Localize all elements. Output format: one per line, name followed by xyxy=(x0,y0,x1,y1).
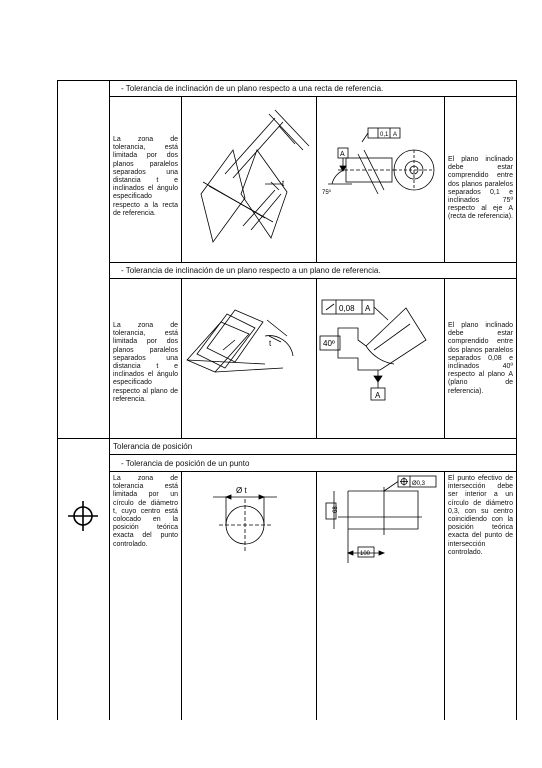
row2-fig2-angle: 40º xyxy=(323,339,335,348)
row1-note: El plano inclinado debe estar comprendido entre dos planos paralelos separados 0,1 e inclinados 75º respecto al eje A (recta de referencia). xyxy=(448,156,513,221)
table-right-border xyxy=(516,80,517,720)
row-divider xyxy=(109,454,517,455)
row2-fig2-frame-ref: A xyxy=(365,304,371,313)
table-top-border xyxy=(57,80,517,81)
table-col4-border xyxy=(444,471,445,720)
row-divider xyxy=(109,96,517,97)
row3-fig2-dim-v: 68 xyxy=(333,506,339,513)
row2-title: - Tolerancia de inclinación de un plano respecto a un plano de referencia. xyxy=(121,266,381,275)
row3-note: El punto efectivo de intersección debe ser interior a un círculo de diámetro 0,3, con su centro coincidiendo con la posición teórica exacta del punto de intersección controlado. xyxy=(448,475,513,556)
section-divider xyxy=(57,438,517,439)
row2-note: El plano inclinado debe estar comprendido entre dos planos paralelos separados 0,08 e inclinados 40º respecto al plano A (plano de referencia). xyxy=(448,322,513,395)
row2-fig2-datum: A xyxy=(375,391,381,400)
table-col1-border xyxy=(109,80,110,720)
row3-figure-zone xyxy=(183,473,314,583)
row2-description: La zona de tolerancia, está limitada por dos planos paralelos separados una distancia t e inclinados el ángulo especificado respecto al plano de referencia. xyxy=(113,322,178,403)
row2-figure-zone xyxy=(183,280,314,436)
row-divider xyxy=(109,262,517,263)
row2-figure-drawing xyxy=(318,280,442,436)
row3-fig1-dia-label: Ø t xyxy=(236,486,247,495)
table-col2-border xyxy=(181,471,182,720)
row1-fig2-frame-tol: 0,1 xyxy=(380,132,389,138)
table-col2-border xyxy=(181,96,182,262)
row-divider xyxy=(109,278,517,279)
position-crosshair-icon xyxy=(67,500,99,532)
row3-fig2-dim-h: 100 xyxy=(360,551,371,557)
row3-fig2-frame-tol: Ø0,3 xyxy=(412,481,426,487)
table-col2-border xyxy=(181,278,182,438)
section-position-title: Tolerancia de posición xyxy=(113,442,193,451)
row-divider xyxy=(109,471,517,472)
row1-description: La zona de tolerancia, está limitada por dos planos paralelos separados una distancia t e inclinados el ángulo especificado respecto a la recta de referencia. xyxy=(113,136,178,217)
row3-description: La zona de tolerancia está limitada por un círculo de diámetro t, cuyo centro está colocado en la posición teórica exacta del punto controlado. xyxy=(113,475,178,548)
row1-fig2-angle: 75º xyxy=(322,190,331,196)
row1-title: - Tolerancia de inclinación de un plano respecto a una recta de referencia. xyxy=(121,84,384,93)
table-col3-border xyxy=(316,278,317,438)
table-col4-border xyxy=(444,278,445,438)
row2-fig2-frame-tol: 0,08 xyxy=(339,304,355,313)
row2-fig1-t-label: t xyxy=(269,339,272,348)
row1-figure-zone xyxy=(183,98,314,260)
table-col4-border xyxy=(444,96,445,262)
row3-figure-drawing xyxy=(318,473,442,583)
table-col3-border xyxy=(316,96,317,262)
table-col3-border xyxy=(316,471,317,720)
row1-fig2-datum: A xyxy=(340,151,345,158)
table-left-border xyxy=(57,80,58,720)
row1-figure-drawing xyxy=(318,98,442,260)
row1-fig1-t-label: t xyxy=(282,179,285,188)
row1-fig2-frame-ref: A xyxy=(393,132,398,138)
row3-title: - Tolerancia de posición de un punto xyxy=(121,459,250,468)
